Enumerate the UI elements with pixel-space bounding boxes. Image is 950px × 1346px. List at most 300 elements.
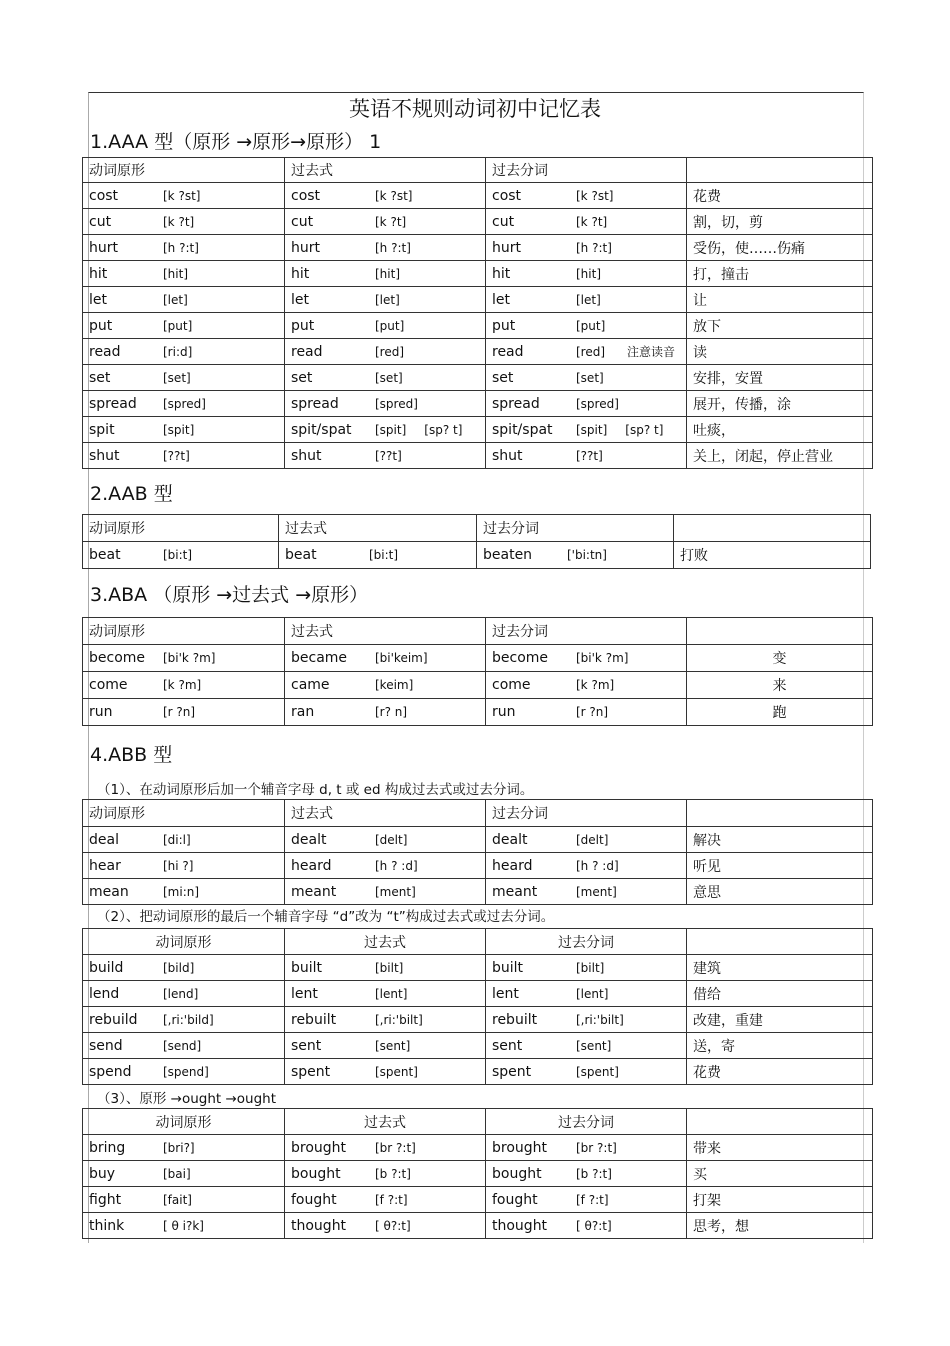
verb-word: became: [291, 650, 348, 666]
header-cell: [674, 515, 871, 542]
phonetic: [h ?:t]: [163, 240, 199, 255]
past-participle-cell: [486, 1187, 687, 1213]
meaning-cell: 借给: [687, 981, 873, 1007]
past-participle-cell: [486, 879, 687, 905]
base-form-cell: [83, 827, 285, 853]
phonetic: [ θ i?k]: [163, 1218, 204, 1233]
phonetic: [??t]: [576, 448, 603, 463]
table-row: [83, 699, 873, 726]
verb-word: meant: [492, 883, 538, 900]
verb-word: rebuilt: [492, 1011, 538, 1028]
verb-word: buy: [89, 1165, 116, 1182]
verb-word: hurt: [492, 239, 521, 256]
phonetic: [keim]: [375, 678, 414, 692]
meaning-cell: 展开，传播，涂: [687, 391, 873, 417]
meaning-cell: 打，撞击: [687, 261, 873, 287]
phonetic: [h ?:t]: [576, 240, 612, 255]
table-row: [83, 1007, 873, 1033]
header-cell: 过去分词: [477, 515, 674, 542]
verb-word: cut: [492, 213, 515, 230]
table-row: [83, 365, 873, 391]
phonetic: [h ? :d]: [375, 858, 418, 873]
past-tense-cell: [285, 699, 486, 726]
past-participle-cell: [486, 235, 687, 261]
base-form-cell: [83, 391, 285, 417]
phonetic: [spent]: [375, 1064, 418, 1079]
verb-word: lent: [291, 985, 318, 1002]
verb-word: spit/spat: [291, 421, 352, 438]
meaning-cell: 吐痰，: [687, 417, 873, 443]
table-row: [83, 672, 873, 699]
past-participle-cell: [486, 209, 687, 235]
table-row: [83, 853, 873, 879]
phonetic: [f ?:t]: [375, 1192, 408, 1207]
verb-word: hit: [89, 265, 108, 282]
verb-word: shut: [89, 447, 120, 464]
past-tense-cell: [279, 542, 477, 569]
table-row: [83, 645, 873, 672]
base-form-cell: [83, 209, 285, 235]
header-cell: [687, 800, 873, 827]
meaning-cell: 送，寄: [687, 1033, 873, 1059]
past-tense-cell: [285, 981, 486, 1007]
past-tense-cell: [285, 1187, 486, 1213]
phonetic: [delt]: [375, 832, 408, 847]
verb-word: built: [291, 959, 323, 976]
past-participle-cell: [486, 1059, 687, 1085]
meaning-cell: 读: [687, 339, 873, 365]
verb-word: hit: [291, 265, 310, 282]
past-tense-cell: [285, 417, 486, 443]
verb-word: become: [89, 650, 146, 666]
verb-word: ran: [291, 704, 315, 720]
phonetic: [bai]: [163, 1166, 191, 1181]
past-participle-cell: [486, 853, 687, 879]
base-form-cell: [83, 365, 285, 391]
phonetic: [bi:t]: [369, 548, 399, 562]
header-cell: 过去分词: [486, 618, 687, 645]
verb-table: [82, 514, 871, 569]
verb-word: send: [89, 1037, 123, 1054]
verb-word: thought: [492, 1217, 548, 1234]
verb-word: meant: [291, 883, 337, 900]
verb-word: cost: [492, 187, 522, 204]
phonetic: [b ?:t]: [375, 1166, 411, 1181]
base-form-cell: [83, 261, 285, 287]
phonetic: [ θ?:t]: [375, 1218, 411, 1233]
past-tense-cell: [285, 313, 486, 339]
base-form-cell: [83, 443, 285, 469]
verb-word: hurt: [89, 239, 118, 256]
past-participle-cell: [486, 955, 687, 981]
phonetic: [k ?m]: [163, 678, 202, 692]
meaning-cell: 变: [687, 645, 873, 672]
past-tense-cell: [285, 1059, 486, 1085]
phonetic: [set]: [163, 370, 191, 385]
base-form-cell: [83, 1135, 285, 1161]
verb-table: [82, 1108, 873, 1239]
past-participle-cell: [486, 287, 687, 313]
phonetic: [spit]: [375, 422, 407, 437]
past-tense-cell: [285, 261, 486, 287]
meaning-cell: 意思: [687, 879, 873, 905]
header-cell: 过去分词: [486, 1109, 687, 1135]
table-row: [83, 339, 873, 365]
verb-word: come: [492, 677, 531, 693]
table-row: [83, 443, 873, 469]
section-heading: 3.ABA （原形 →过去式 →原形）: [90, 584, 369, 606]
meaning-cell: 让: [687, 287, 873, 313]
phonetic: [lend]: [163, 986, 199, 1001]
phonetic: [??t]: [163, 448, 190, 463]
past-tense-cell: [285, 853, 486, 879]
table-row: [83, 1059, 873, 1085]
meaning-cell: 改建，重建: [687, 1007, 873, 1033]
verb-word: let: [89, 291, 107, 308]
header-cell: 过去分词: [486, 158, 687, 183]
verb-word: fought: [492, 1191, 538, 1208]
base-form-cell: [83, 183, 285, 209]
meaning-cell: 花费: [687, 1059, 873, 1085]
base-form-cell: [83, 981, 285, 1007]
phonetic: [set]: [576, 370, 604, 385]
base-form-cell: [83, 542, 279, 569]
past-tense-cell: [285, 955, 486, 981]
phonetic: [hi ?]: [163, 858, 194, 873]
verb-word: fight: [89, 1191, 122, 1208]
phonetic: [,ri:'bilt]: [375, 1012, 423, 1027]
past-participle-cell: [486, 339, 687, 365]
phonetic: ['bi:tn]: [567, 548, 607, 562]
header-cell: 动词原形: [83, 800, 285, 827]
verb-word: fought: [291, 1191, 337, 1208]
table-row: [83, 542, 871, 569]
header-cell: 动词原形: [83, 1109, 285, 1135]
meaning-cell: 解决: [687, 827, 873, 853]
past-participle-cell: [486, 1135, 687, 1161]
meaning-cell: 受伤，使……伤痛: [687, 235, 873, 261]
phonetic: [lent]: [375, 986, 408, 1001]
verb-word: spread: [89, 395, 137, 412]
verb-word: bought: [291, 1165, 341, 1182]
base-form-cell: [83, 645, 285, 672]
past-participle-cell: [486, 1033, 687, 1059]
table-header-row: [83, 158, 873, 183]
header-cell: 动词原形: [83, 158, 285, 183]
pronunciation-note: 注意读音: [627, 345, 676, 359]
table-row: [83, 235, 873, 261]
phonetic: [k ?m]: [576, 678, 615, 692]
table-row: [83, 209, 873, 235]
base-form-cell: [83, 853, 285, 879]
verb-word: spent: [492, 1063, 532, 1080]
phonetic: [bilt]: [375, 960, 404, 975]
phonetic: [ment]: [375, 884, 416, 899]
past-participle-cell: [486, 1007, 687, 1033]
past-participle-cell: [486, 1213, 687, 1239]
header-cell: [687, 618, 873, 645]
base-form-cell: [83, 287, 285, 313]
base-form-cell: [83, 339, 285, 365]
section-heading: 2.AAB 型: [90, 483, 173, 505]
past-tense-cell: [285, 672, 486, 699]
base-form-cell: [83, 1033, 285, 1059]
phonetic: [br ?:t]: [375, 1140, 416, 1155]
past-participle-cell: [486, 672, 687, 699]
table-row: [83, 1213, 873, 1239]
past-participle-cell: [486, 417, 687, 443]
past-participle-cell: [486, 827, 687, 853]
phonetic: [spred]: [375, 396, 418, 411]
past-tense-cell: [285, 1007, 486, 1033]
verb-word: think: [89, 1217, 125, 1234]
header-cell: 动词原形: [83, 929, 285, 955]
table-row: [83, 879, 873, 905]
phonetic: [??t]: [375, 448, 402, 463]
verb-word: cut: [89, 213, 112, 230]
meaning-cell: 关上，闭起，停止营业: [687, 443, 873, 469]
section-heading: 1.AAA 型（原形 →原形→原形） 1: [90, 131, 382, 153]
verb-word: rebuild: [89, 1011, 138, 1028]
meaning-cell: 建筑: [687, 955, 873, 981]
past-participle-cell: [486, 443, 687, 469]
past-participle-cell: [486, 981, 687, 1007]
verb-word: cut: [291, 213, 314, 230]
base-form-cell: [83, 235, 285, 261]
meaning-cell: 放下: [687, 313, 873, 339]
phonetic: [put]: [375, 318, 405, 333]
verb-word: set: [89, 369, 111, 386]
phonetic: [k ?st]: [163, 188, 201, 203]
meaning-cell: 买: [687, 1161, 873, 1187]
verb-word: deal: [89, 831, 119, 848]
verb-word: read: [89, 343, 121, 360]
section-heading: 4.ABB 型: [90, 744, 173, 766]
alt-phonetic: [sp? t]: [424, 422, 463, 437]
base-form-cell: [83, 1059, 285, 1085]
meaning-cell: 跑: [687, 699, 873, 726]
past-tense-cell: [285, 443, 486, 469]
header-cell: [687, 158, 873, 183]
verb-word: hear: [89, 857, 121, 874]
table-header-row: [83, 1109, 873, 1135]
table-header-row: [83, 800, 873, 827]
phonetic: [k ?st]: [576, 188, 614, 203]
phonetic: [k ?t]: [163, 214, 195, 229]
past-participle-cell: [486, 645, 687, 672]
table-row: [83, 1033, 873, 1059]
phonetic: [,ri:'bilt]: [576, 1012, 624, 1027]
base-form-cell: [83, 672, 285, 699]
phonetic: [bilt]: [576, 960, 605, 975]
phonetic: [set]: [375, 370, 403, 385]
table-header-row: [83, 929, 873, 955]
verb-word: built: [492, 959, 524, 976]
verb-word: rebuilt: [291, 1011, 337, 1028]
past-tense-cell: [285, 235, 486, 261]
verb-word: heard: [492, 857, 533, 874]
meaning-cell: 割，切，剪: [687, 209, 873, 235]
table-row: [83, 287, 873, 313]
verb-word: came: [291, 677, 330, 693]
verb-word: put: [291, 317, 315, 334]
verb-word: bring: [89, 1139, 126, 1156]
phonetic: [put]: [163, 318, 193, 333]
past-tense-cell: [285, 365, 486, 391]
verb-word: hurt: [291, 239, 320, 256]
past-tense-cell: [285, 1161, 486, 1187]
phonetic: [mi:n]: [163, 884, 200, 899]
base-form-cell: [83, 313, 285, 339]
verb-word: shut: [291, 447, 322, 464]
meaning-cell: 安排，安置: [687, 365, 873, 391]
past-tense-cell: [285, 879, 486, 905]
verb-word: shut: [492, 447, 523, 464]
past-tense-cell: [285, 209, 486, 235]
phonetic: [spit]: [576, 422, 608, 437]
verb-word: build: [89, 959, 124, 976]
phonetic: [r ?n]: [163, 705, 196, 719]
phonetic: [sent]: [375, 1038, 411, 1053]
phonetic: [hit]: [375, 266, 401, 281]
base-form-cell: [83, 699, 285, 726]
verb-word: bought: [492, 1165, 542, 1182]
verb-word: dealt: [291, 831, 327, 848]
past-participle-cell: [486, 1161, 687, 1187]
phonetic: [spent]: [576, 1064, 619, 1079]
verb-word: set: [291, 369, 313, 386]
verb-word: read: [291, 343, 323, 360]
verb-word: cost: [291, 187, 321, 204]
past-tense-cell: [285, 827, 486, 853]
header-cell: 过去分词: [486, 929, 687, 955]
verb-word: brought: [492, 1139, 548, 1156]
verb-word: sent: [291, 1037, 322, 1054]
past-tense-cell: [285, 287, 486, 313]
table-row: [83, 981, 873, 1007]
phonetic: [h ? :d]: [576, 858, 619, 873]
verb-word: put: [89, 317, 113, 334]
header-cell: 动词原形: [83, 618, 285, 645]
table-row: [83, 183, 873, 209]
verb-word: spit/spat: [492, 421, 553, 438]
base-form-cell: [83, 955, 285, 981]
phonetic: [k ?st]: [375, 188, 413, 203]
past-tense-cell: [285, 391, 486, 417]
verb-word: dealt: [492, 831, 528, 848]
phonetic: [bi'k ?m]: [163, 651, 216, 665]
phonetic: [r? n]: [375, 705, 408, 719]
base-form-cell: [83, 1007, 285, 1033]
phonetic: [b ?:t]: [576, 1166, 612, 1181]
section-note: （3）、原形 →ought →ought: [97, 1091, 277, 1107]
past-participle-cell: [486, 699, 687, 726]
header-cell: 过去式: [279, 515, 477, 542]
phonetic: [ment]: [576, 884, 617, 899]
table-row: [83, 827, 873, 853]
past-participle-cell: [486, 391, 687, 417]
meaning-cell: 打败: [674, 542, 871, 569]
past-tense-cell: [285, 183, 486, 209]
section-note: （2）、把动词原形的最后一个辅音字母 “d”改为 “t”构成过去式或过去分词。: [97, 909, 555, 925]
past-tense-cell: [285, 645, 486, 672]
past-participle-cell: [486, 365, 687, 391]
verb-word: spent: [291, 1063, 331, 1080]
meaning-cell: 思考，想: [687, 1213, 873, 1239]
phonetic: [ θ?:t]: [576, 1218, 612, 1233]
verb-word: thought: [291, 1217, 347, 1234]
phonetic: [sent]: [576, 1038, 612, 1053]
verb-table: [82, 617, 873, 726]
verb-word: run: [492, 704, 516, 720]
phonetic: [bi'keim]: [375, 651, 428, 665]
verb-word: beat: [89, 547, 121, 563]
verb-word: spend: [89, 1063, 132, 1080]
phonetic: [spred]: [163, 396, 206, 411]
phonetic: [let]: [375, 292, 400, 307]
phonetic: [bi:t]: [163, 548, 193, 562]
table-header-row: [83, 618, 873, 645]
phonetic: [bild]: [163, 960, 195, 975]
past-participle-cell: [477, 542, 674, 569]
past-tense-cell: [285, 339, 486, 365]
phonetic: [bi'k ?m]: [576, 651, 629, 665]
phonetic: [lent]: [576, 986, 609, 1001]
section-note: （1）、在动词原形后加一个辅音字母 d, t 或 ed 构成过去式或过去分词。: [97, 782, 534, 798]
header-cell: 过去式: [285, 800, 486, 827]
verb-word: beat: [285, 547, 317, 563]
verb-word: spread: [492, 395, 540, 412]
header-cell: 过去式: [285, 158, 486, 183]
verb-word: run: [89, 704, 113, 720]
verb-word: let: [492, 291, 510, 308]
verb-word: sent: [492, 1037, 523, 1054]
verb-word: lend: [89, 985, 120, 1002]
phonetic: [k ?t]: [576, 214, 608, 229]
header-cell: 过去式: [285, 1109, 486, 1135]
table-row: [83, 261, 873, 287]
table-row: [83, 313, 873, 339]
alt-phonetic: [sp? t]: [625, 422, 664, 437]
base-form-cell: [83, 879, 285, 905]
table-row: [83, 1161, 873, 1187]
phonetic: [,ri:'bild]: [163, 1012, 214, 1027]
verb-table: [82, 928, 873, 1085]
phonetic: [send]: [163, 1038, 202, 1053]
past-participle-cell: [486, 313, 687, 339]
phonetic: [red]: [375, 344, 405, 359]
phonetic: [r ?n]: [576, 705, 609, 719]
header-cell: 动词原形: [83, 515, 279, 542]
header-cell: [687, 929, 873, 955]
phonetic: [br ?:t]: [576, 1140, 617, 1155]
verb-word: put: [492, 317, 516, 334]
past-tense-cell: [285, 1135, 486, 1161]
meaning-cell: 花费: [687, 183, 873, 209]
verb-word: hit: [492, 265, 511, 282]
phonetic: [fait]: [163, 1192, 192, 1207]
phonetic: [ri:d]: [163, 344, 193, 359]
verb-word: cost: [89, 187, 119, 204]
phonetic: [f ?:t]: [576, 1192, 609, 1207]
header-cell: 过去式: [285, 618, 486, 645]
verb-word: mean: [89, 883, 129, 900]
verb-word: beaten: [483, 547, 533, 563]
verb-table: [82, 157, 873, 469]
base-form-cell: [83, 1161, 285, 1187]
document-title: 英语不规则动词初中记忆表: [349, 97, 601, 121]
phonetic: [spend]: [163, 1064, 209, 1079]
